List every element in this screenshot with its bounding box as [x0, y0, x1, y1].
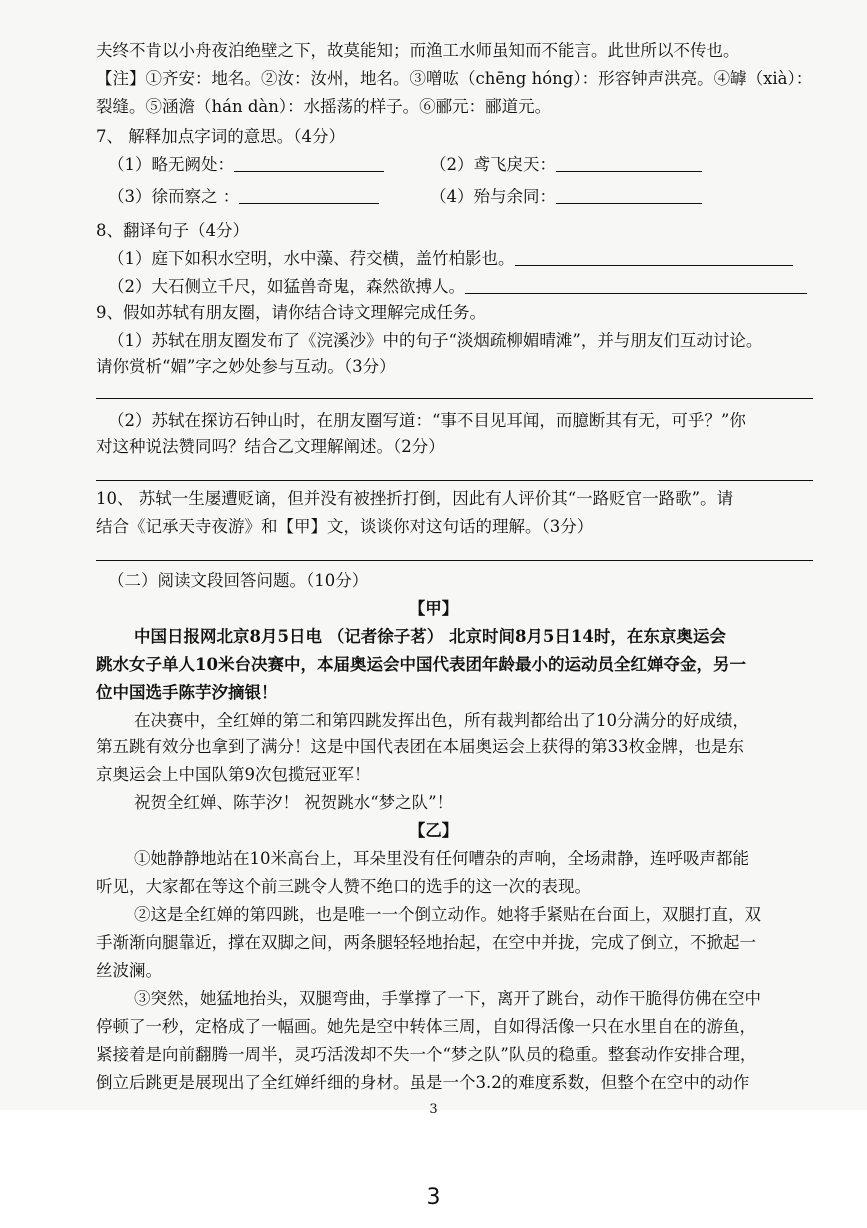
annotation-line-1: 【注】①齐安：地名。②汝：汝州，地名。③噌吰（chēng hóng）：形容钟声洪亮。④罅（xià）： [96, 69, 813, 88]
q8-item-1-text: （1）庭下如积水空明，水中藻、荇交横，盖竹柏影也。 [108, 249, 515, 268]
q7-answer-blank-3[interactable] [239, 187, 379, 204]
page-number-outer: 3 [426, 1185, 441, 1210]
q9-item-2-line-2: 对这种说法赞同吗？结合乙文理解阐述。（2分） [96, 437, 445, 456]
yi-line-4: 手渐渐向腿靠近，撑在双脚之间，两条腿轻轻地抬起，在空中并拢，完成了倒立，不掀起一 [96, 933, 756, 952]
q10-answer-line[interactable] [96, 560, 813, 561]
q9-item-1-line-1: （1）苏轼在朋友圈发布了《浣溪沙》中的句子“淡烟疏柳媚晴滩”，并与朋友们互动讨论。 [108, 331, 763, 350]
q9-answer-line-1[interactable] [96, 398, 813, 399]
yi-line-9: 倒立后跳更是展现出了全红婵纤细的身材。虽是一个3.2的难度系数，但整个在空中的动作 [96, 1073, 750, 1092]
yi-line-2: 听见，大家都在等这个前三跳令人赞不绝口的选手的这一次的表现。 [96, 877, 591, 896]
annotation-line-2: 裂缝。⑤涵澹（hán dàn）：水摇荡的样子。⑥郦元：郦道元。 [96, 97, 552, 116]
yi-line-8: 紧接着是向前翻腾一周半，灵巧活泼却不失一个“梦之队”队员的稳重。整套动作安排合理， [96, 1045, 757, 1064]
q8-answer-blank-2[interactable] [465, 277, 807, 294]
q8-item-2 [108, 276, 817, 298]
jia-line-1: 中国日报网北京8月5日电 （记者徐子茗） 北京时间8月5日14时，在东京奥运会 [134, 627, 726, 646]
jia-line-2: 跳水女子单人10米台决赛中，本届奥运会中国代表团年龄最小的运动员全红婵夺金，另一 [96, 655, 746, 674]
q7-item-1 [108, 154, 817, 176]
page-number-inner: 3 [429, 1102, 438, 1117]
q7-answer-blank-4[interactable] [556, 187, 702, 204]
q7-answer-blank-1[interactable] [234, 155, 384, 172]
q8-item-1 [108, 248, 817, 270]
passage-end-line: 夫终不肯以小舟夜泊绝壁之下，故莫能知；而渔工水师虽知而不能言。此世所以不传也。 [96, 41, 740, 60]
question-10-line-2: 结合《记承天寺夜游》和【甲】文，谈谈你对这句话的理解。（3分） [96, 517, 594, 536]
q8-item-2-text: （2）大石侧立千尺，如猛兽奇鬼，森然欲搏人。 [108, 277, 465, 296]
yi-line-1: ①她静静地站在10米高台上，耳朵里没有任何嘈杂的声响，全场肃静，连呼吸声都能 [134, 849, 749, 868]
q8-answer-blank-1[interactable] [515, 249, 793, 266]
jia-line-4: 在决赛中，全红婵的第二和第四跳发挥出色，所有裁判都给出了10分满分的好成绩， [134, 711, 749, 730]
q7-item-2-text: （2）鸢飞戾天： [430, 155, 556, 174]
question-10-line-1: 10、 苏轼一生屡遭贬谪，但并没有被挫折打倒，因此有人评价其“一路贬官一路歌”。请 [96, 489, 734, 508]
q9-item-1-line-2: 请你赏析“媚”字之妙处参与互动。（3分） [96, 357, 396, 376]
yi-line-3: ②这是全红婵的第四跳，也是唯一一个倒立动作。她将手紧贴在台面上，双腿打直，双 [134, 905, 761, 924]
q9-answer-line-2[interactable] [96, 480, 813, 481]
jia-line-6: 京奥运会上中国队第9次包揽冠亚军！ [96, 765, 371, 784]
q9-item-2-line-1: （2）苏轼在探访石钟山时，在朋友圈写道：“事不目见耳闻，而臆断其有无，可乎？”你 [108, 411, 746, 430]
yi-line-7: 停顿了一秒，定格成了一幅画。她先是空中转体三周，自如得活像一只在水里自在的游鱼， [96, 1017, 756, 1036]
passage-yi-title: 【乙】 [408, 821, 459, 840]
jia-line-7: 祝贺全红婵、陈芋汐！ 祝贺跳水“梦之队”！ [134, 793, 454, 812]
q7-item-3-text: （3）徐而察之 ： [108, 187, 240, 206]
q7-item-1-text: （1）略无阙处： [108, 155, 234, 174]
q7-answer-blank-2[interactable] [556, 155, 702, 172]
q7-item-4-text: （4）殆与余同： [430, 187, 556, 206]
jia-line-3: 位中国选手陈芋汐摘银！ [96, 683, 278, 702]
passage-jia-title: 【甲】 [408, 599, 459, 618]
yi-line-5: 丝波澜。 [96, 961, 162, 980]
yi-line-6: ③突然，她猛地抬头，双腿弯曲，手掌撑了一下，离开了跳台，动作干脆得仿佛在空中 [134, 989, 761, 1008]
question-9: 9、假如苏轼有朋友圈，请你结合诗文理解完成任务。 [96, 303, 486, 322]
question-8: 8、翻译句子（4分） [96, 221, 249, 240]
section-2-heading: （二）阅读文段回答问题。（10分） [108, 571, 369, 590]
question-7: 7、 解释加点字词的意思。（4分） [96, 127, 345, 146]
jia-line-5: 第五跳有效分也拿到了满分！这是中国代表团在本届奥运会上获得的第33枚金牌，也是东 [96, 737, 744, 756]
q7-item-3 [108, 186, 817, 208]
